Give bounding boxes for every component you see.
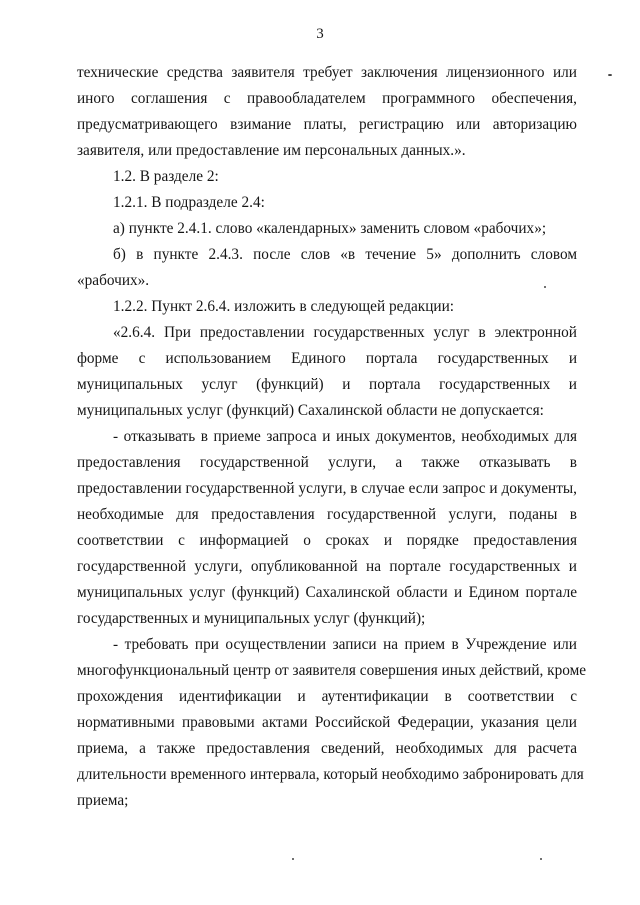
- text-line: заявителя, или предоставление им персональных данных.».: [77, 142, 466, 159]
- text-line: нормативными правовыми актами Российской Федерации, указания цели: [77, 714, 577, 731]
- text-line: длительности временного интервала, который необходимо забронировать для: [77, 766, 584, 783]
- text-line: иного соглашения с правообладателем программного обеспечения,: [77, 90, 577, 107]
- text-line: форме с использованием Единого портала государственных и: [77, 350, 577, 367]
- text-line: «рабочих».: [77, 272, 150, 289]
- scan-speck: [292, 858, 294, 860]
- text-line: 1.2. В разделе 2:: [113, 168, 219, 185]
- text-line: соответствии с информацией о сроках и порядке предоставления: [77, 532, 577, 549]
- scan-speck: [608, 74, 612, 76]
- text-line: муниципальных услуг (функций) Сахалинской области не допускается:: [77, 402, 544, 419]
- text-line: а) пункте 2.4.1. слово «календарных» заменить словом «рабочих»;: [113, 220, 547, 237]
- text-line: приема;: [77, 792, 129, 809]
- text-line: приема, а также предоставления сведений, необходимых для расчета: [77, 740, 577, 757]
- text-line: государственной услуги, опубликованной на портале государственных и: [77, 558, 577, 575]
- text-line: муниципальных услуг (функций) и портала государственных и: [77, 376, 577, 393]
- text-line: государственных и муниципальных услуг (функций);: [77, 610, 426, 627]
- text-line: б) в пункте 2.4.3. после слов «в течение 5» дополнить словом: [113, 246, 577, 263]
- page-number: 3: [316, 26, 324, 42]
- text-line: - требовать при осуществлении записи на прием в Учреждение или: [113, 636, 577, 653]
- text-line: технические средства заявителя требует заключения лицензионного или: [77, 64, 577, 81]
- scan-speck: [544, 286, 546, 288]
- text-line: предусматривающего взимание платы, регистрацию или авторизацию: [77, 116, 577, 133]
- text-line: прохождения идентификации и аутентификации в соответствии с: [77, 688, 577, 705]
- text-line: предоставления государственной услуги, а также отказывать в: [77, 454, 577, 471]
- text-line: необходимые для предоставления государственной услуги, поданы в: [77, 506, 577, 523]
- text-line: - отказывать в приеме запроса и иных документов, необходимых для: [113, 428, 577, 445]
- text-line: предоставлении государственной услуги, в случае если запрос и документы,: [77, 480, 577, 497]
- text-line: 1.2.2. Пункт 2.6.4. изложить в следующей редакции:: [113, 298, 455, 315]
- scan-speck: [540, 858, 542, 860]
- text-line: 1.2.1. В подразделе 2.4:: [113, 194, 265, 211]
- text-line: «2.6.4. При предоставлении государственных услуг в электронной: [113, 324, 577, 341]
- text-line: многофункциональный центр от заявителя совершения иных действий, кроме: [77, 662, 587, 679]
- text-line: муниципальных услуг (функций) Сахалинской области и Едином портале: [77, 584, 577, 601]
